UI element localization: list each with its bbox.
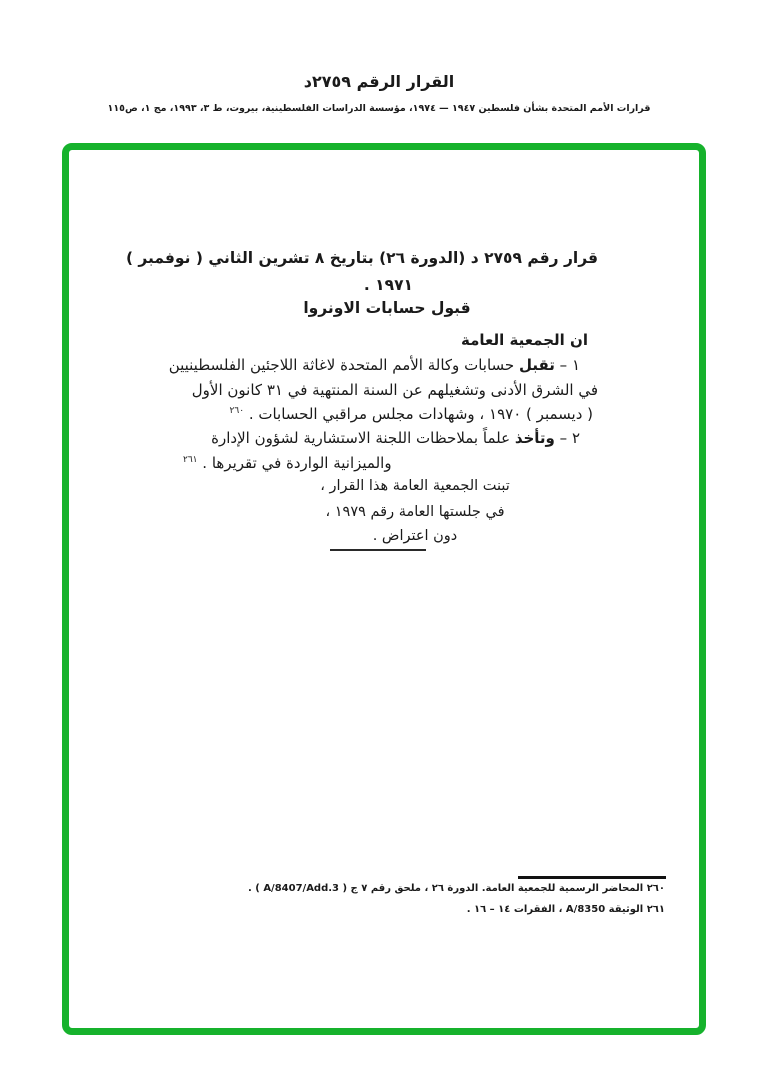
paragraph1-line3-text: ( ديسمبر ) ١٩٧٠ ، وشهادات مجلس مراقبي الحسابات .	[248, 405, 593, 423]
footnote-261	[467, 904, 665, 915]
footnote-260-text: المحاضر الرسمية للجمعية العامة. الدورة ٢٦ ، ملحق رقم ٧ ج ( A/8407/Add.3 ) .	[247, 883, 644, 894]
paragraph1-number: ١ –	[554, 356, 580, 374]
closing-line3: دون اعتراض .	[372, 528, 458, 544]
opening-line: ان الجمعية العامة	[461, 331, 588, 349]
paragraph2-number: ٢ –	[554, 429, 580, 447]
paragraph2-line1	[211, 429, 580, 447]
resolution-subject-heading: قبول حسابات الاونروا	[303, 299, 471, 317]
footnote-marker-260: ٢٦٠	[229, 406, 245, 416]
footnote-261-ref: ٢٦١	[646, 904, 665, 915]
footnote-rule	[518, 876, 666, 879]
resolution-title-year: ١٩٧١ .	[363, 276, 413, 294]
paragraph1-line1-text: حسابات وكالة الأمم المتحدة لاغاثة اللاجئين الفلسطينيين	[168, 356, 519, 374]
paragraph2-line2-text: والميزانية الواردة في تقريرها .	[202, 454, 392, 472]
footnote-marker-261: ٢٦١	[183, 455, 198, 465]
paragraph1-line1	[169, 356, 580, 374]
paragraph2-lead-word: وتأخذ	[514, 429, 555, 447]
resolution-title-line1: قرار رقم ٢٧٥٩ د (الدورة ٢٦) بتاريخ ٨ تشرين الثاني ( نوفمبر )	[125, 249, 598, 267]
closing-line2: في جلستها العامة رقم ١٩٧٩ ،	[325, 504, 505, 520]
paragraph1-line2: في الشرق الأدنى وتشغيلهم عن السنة المنتهية في ٣١ كانون الأول	[191, 381, 598, 399]
footnote-260-ref: ٢٦٠	[646, 883, 665, 894]
paragraph1-line3	[230, 405, 593, 423]
footnote-261-text: الوثيقة A/8350 ، الفقرات ١٤ – ١٦ .	[466, 904, 644, 915]
source-citation: قرارات الأمم المتحدة بشأن فلسطين ١٩٤٧ — ١٩٧٤، مؤسسة الدراسات الفلسطينية، بيروت، ط ٣، ١٩٩٣، مج ١، ص١١٥	[107, 103, 651, 114]
footnote-260	[248, 883, 665, 894]
closing-line1: تبنت الجمعية العامة هذا القرار ،	[320, 478, 510, 494]
closing-divider-line	[330, 549, 426, 551]
page-header-title: القرار الرقم ٢٧٥٩د	[303, 72, 455, 91]
paragraph1-lead-word: تقبل	[518, 356, 555, 374]
paragraph2-line2	[183, 454, 392, 472]
paragraph2-line1-text: علماً بملاحظات اللجنة الاستشارية لشؤون الإدارة	[211, 429, 515, 447]
